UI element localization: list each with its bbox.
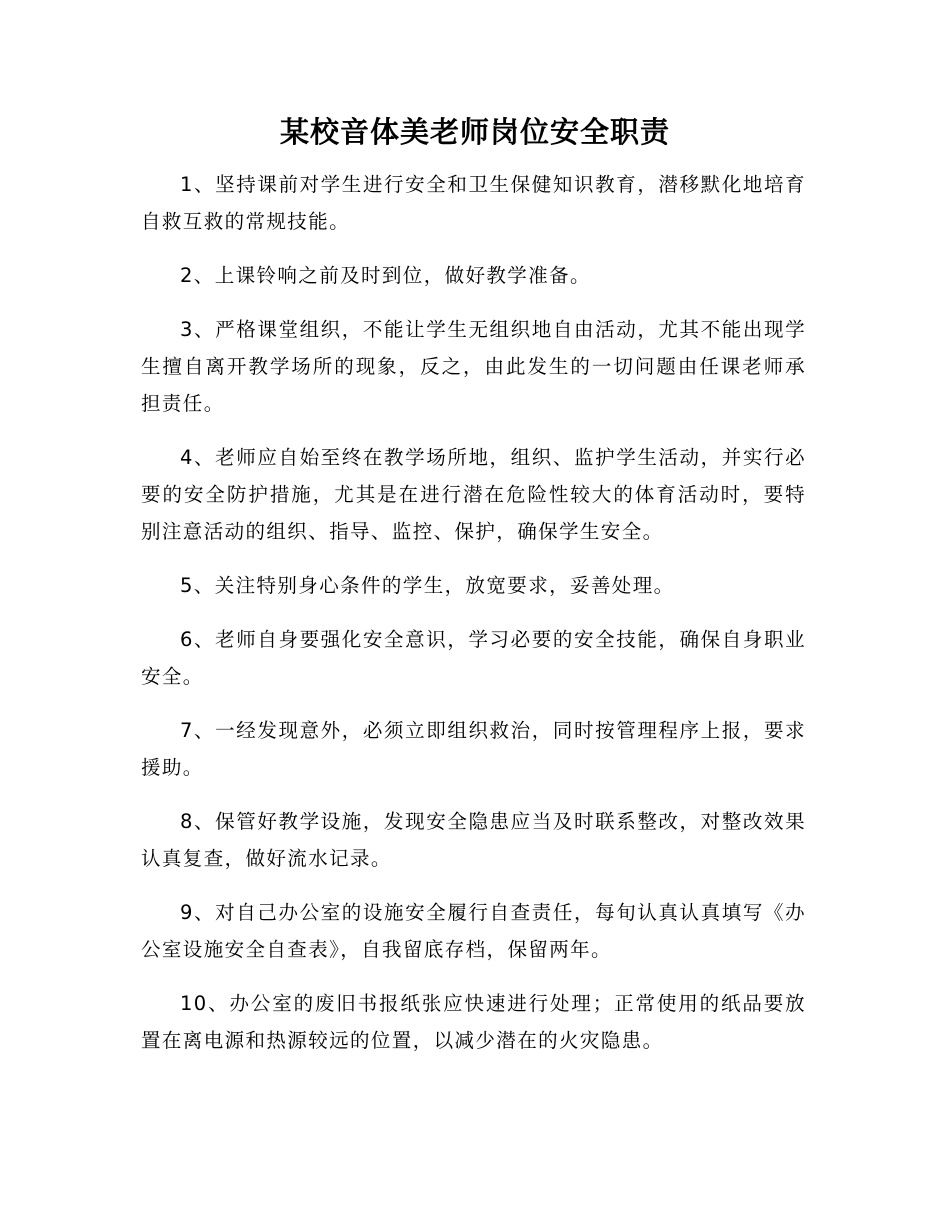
paragraph-6: 6、老师自身要强化安全意识，学习必要的安全技能，确保自身职业安全。 — [141, 628, 806, 688]
paragraph-8: 8、保管好教学设施，发现安全隐患应当及时联系整改，对整改效果认真复查，做好流水记录。 — [141, 810, 806, 870]
paragraph-1: 1、坚持课前对学生进行安全和卫生保健知识教育，潜移默化地培育自救互救的常规技能。 — [141, 173, 806, 233]
document-title: 某校音体美老师岗位安全职责 — [279, 115, 670, 149]
paragraph-3: 3、严格课堂组织，不能让学生无组织地自由活动，尤其不能出现学生擅自离开教学场所的现象，反之，由此发生的一切问题由任课老师承担责任。 — [141, 318, 806, 415]
paragraph-2: 2、上课铃响之前及时到位，做好教学准备。 — [180, 264, 591, 287]
paragraph-9: 9、对自己办公室的设施安全履行自查责任，每旬认真认真填写《办公室设施安全自查表》，自我留底存档，保留两年。 — [141, 901, 806, 961]
paragraph-4: 4、老师应自始至终在教学场所地，组织、监护学生活动，并实行必要的安全防护措施，尤其是在进行潜在危险性较大的体育活动时，要特别注意活动的组织、指导、监控、保护，确保学生安全。 — [141, 446, 806, 543]
paragraph-10: 10、办公室的废旧书报纸张应快速进行处理；正常使用的纸品要放置在离电源和热源较远的位置，以减少潜在的火灾隐患。 — [141, 992, 806, 1052]
document-body — [141, 166, 806, 1076]
paragraph-7: 7、一经发现意外，必须立即组织救治，同时按管理程序上报，要求援助。 — [141, 719, 806, 779]
paragraph-5: 5、关注特别身心条件的学生，放宽要求，妥善处理。 — [180, 574, 675, 597]
